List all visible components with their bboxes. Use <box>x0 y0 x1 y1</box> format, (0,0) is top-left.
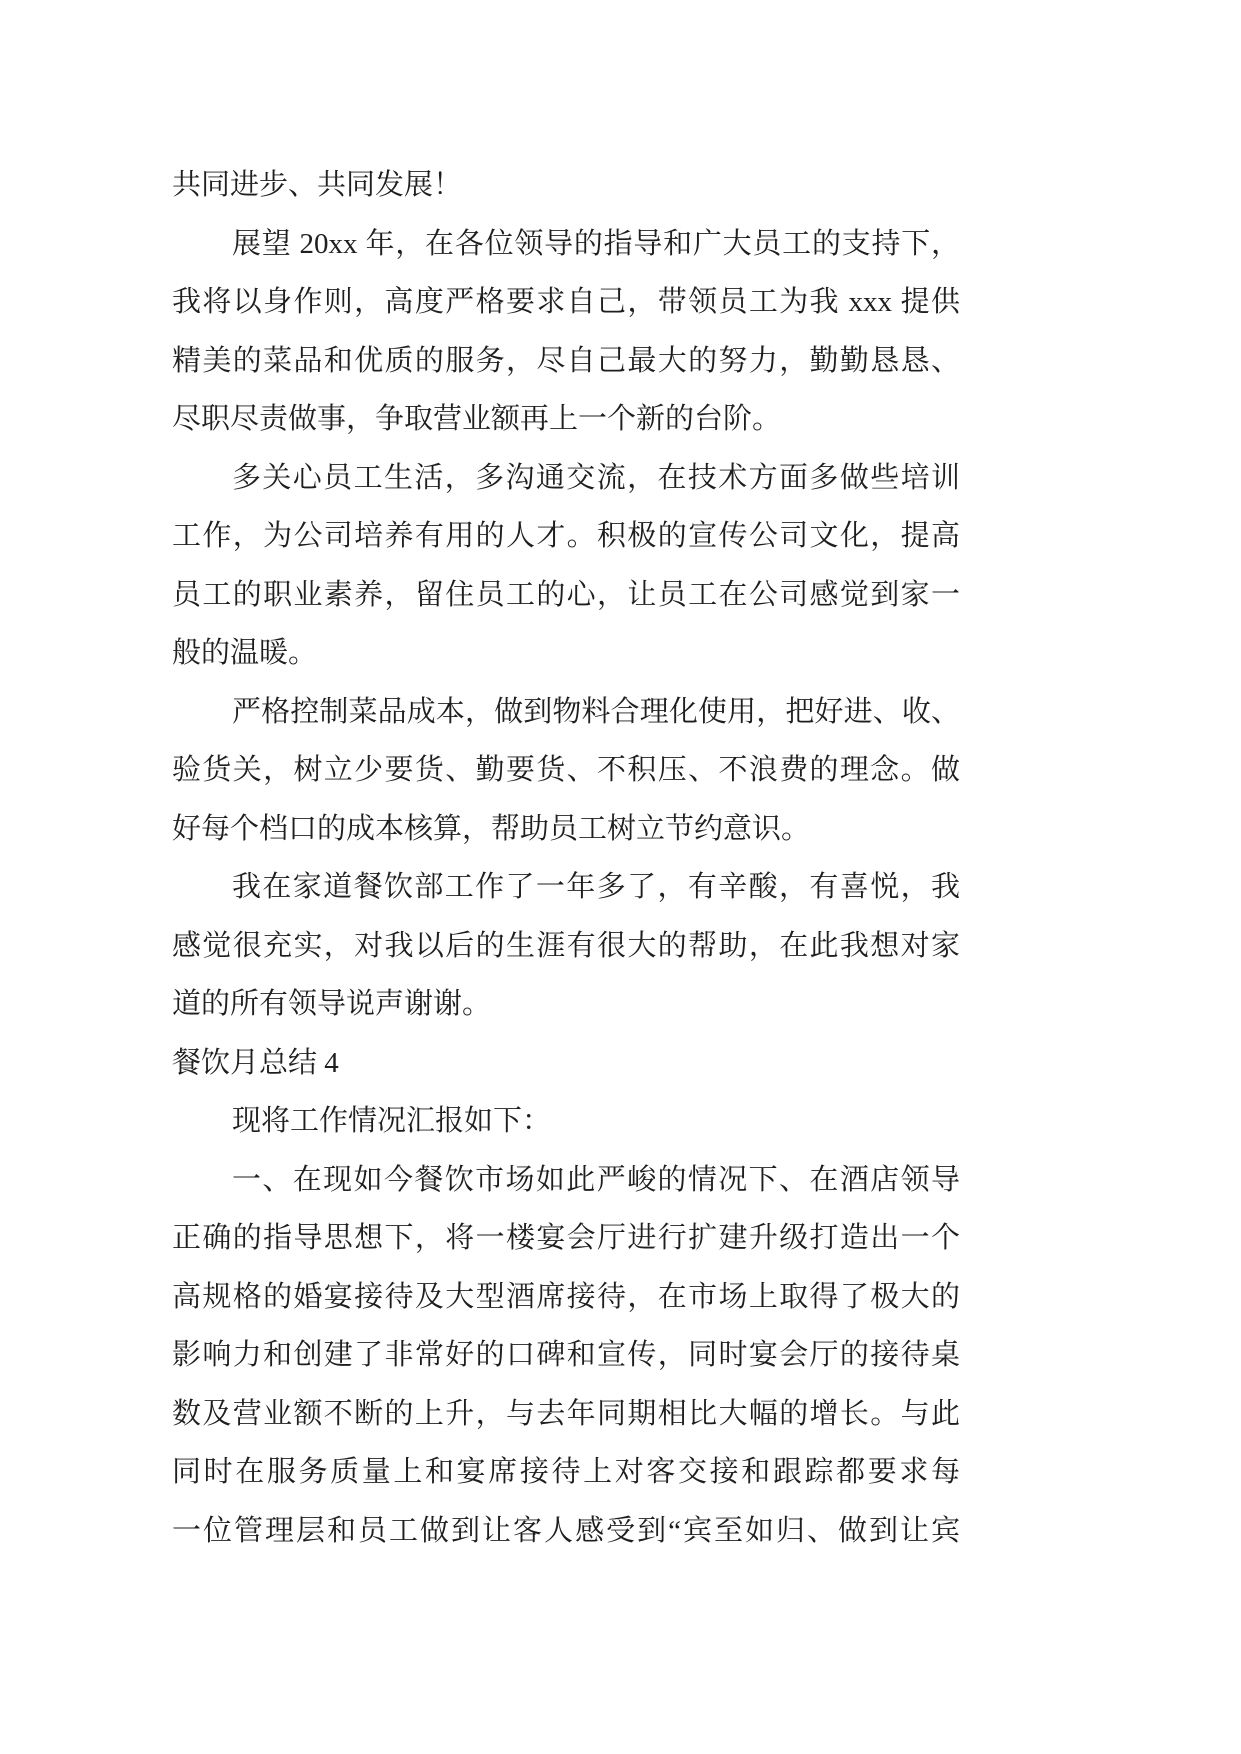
paragraph <box>172 215 960 449</box>
text-line: 验货关，树立少要货、勤要货、不积压、不浪费的理念。做 <box>172 754 960 786</box>
text-line: 道的所有领导说声谢谢。 <box>172 988 492 1020</box>
text-line: 数及营业额不断的上升，与去年同期相比大幅的增长。与此 <box>172 1397 960 1430</box>
text-line: 尽职尽责做事，争取营业额再上一个新的台阶。 <box>172 403 782 435</box>
text-line: 影响力和创建了非常好的口碑和宣传，同时宴会厅的接待桌 <box>172 1339 960 1371</box>
text-line: 一位管理层和员工做到让客人感受到“宾至如归、做到让宾 <box>172 1514 960 1547</box>
text-line: 感觉很充实，对我以后的生涯有很大的帮助，在此我想对家 <box>172 929 960 962</box>
text-line: 展望 20xx 年，在各位领导的指导和广大员工的支持下， <box>232 227 960 260</box>
text-line: 现将工作情况汇报如下： <box>232 1105 552 1137</box>
text-line: 精美的菜品和优质的服务，尽自己最大的努力，勤勤恳恳、 <box>172 344 960 377</box>
paragraph-continued <box>172 156 960 215</box>
text-line: 共同进步、共同发展！ <box>172 169 463 201</box>
text-line: 好每个档口的成本核算，帮助员工树立节约意识。 <box>172 812 811 845</box>
paragraph <box>172 1092 960 1151</box>
text-line: 同时在服务质量上和宴席接待上对客交接和跟踪都要求每 <box>172 1456 960 1488</box>
paragraph <box>172 858 960 1034</box>
text-line: 我将以身作则，高度严格要求自己，带领员工为我 xxx 提供 <box>172 286 960 318</box>
text-line: 般的温暖。 <box>172 637 318 669</box>
paragraph <box>172 1151 960 1561</box>
paragraph <box>172 449 960 683</box>
text-line: 我在家道餐饮部工作了一年多了，有辛酸，有喜悦，我 <box>232 871 960 903</box>
document-body <box>172 156 960 1560</box>
text-line: 高规格的婚宴接待及大型酒席接待，在市场上取得了极大的 <box>172 1280 960 1313</box>
paragraph <box>172 683 960 859</box>
text-line: 多关心员工生活，多沟通交流，在技术方面多做些培训 <box>232 461 960 494</box>
text-line: 员工的职业素养，留住员工的心，让员工在公司感觉到家一 <box>172 578 960 611</box>
text-line: 正确的指导思想下，将一楼宴会厅进行扩建升级打造出一个 <box>172 1222 960 1254</box>
text-line: 一、在现如今餐饮市场如此严峻的情况下、在酒店领导 <box>232 1163 960 1196</box>
section-heading: 餐饮月总结 4 <box>172 1046 339 1079</box>
text-line: 严格控制菜品成本，做到物料合理化使用，把好进、收、 <box>232 695 960 728</box>
text-line: 工作，为公司培养有用的人才。积极的宣传公司文化，提高 <box>172 520 960 552</box>
